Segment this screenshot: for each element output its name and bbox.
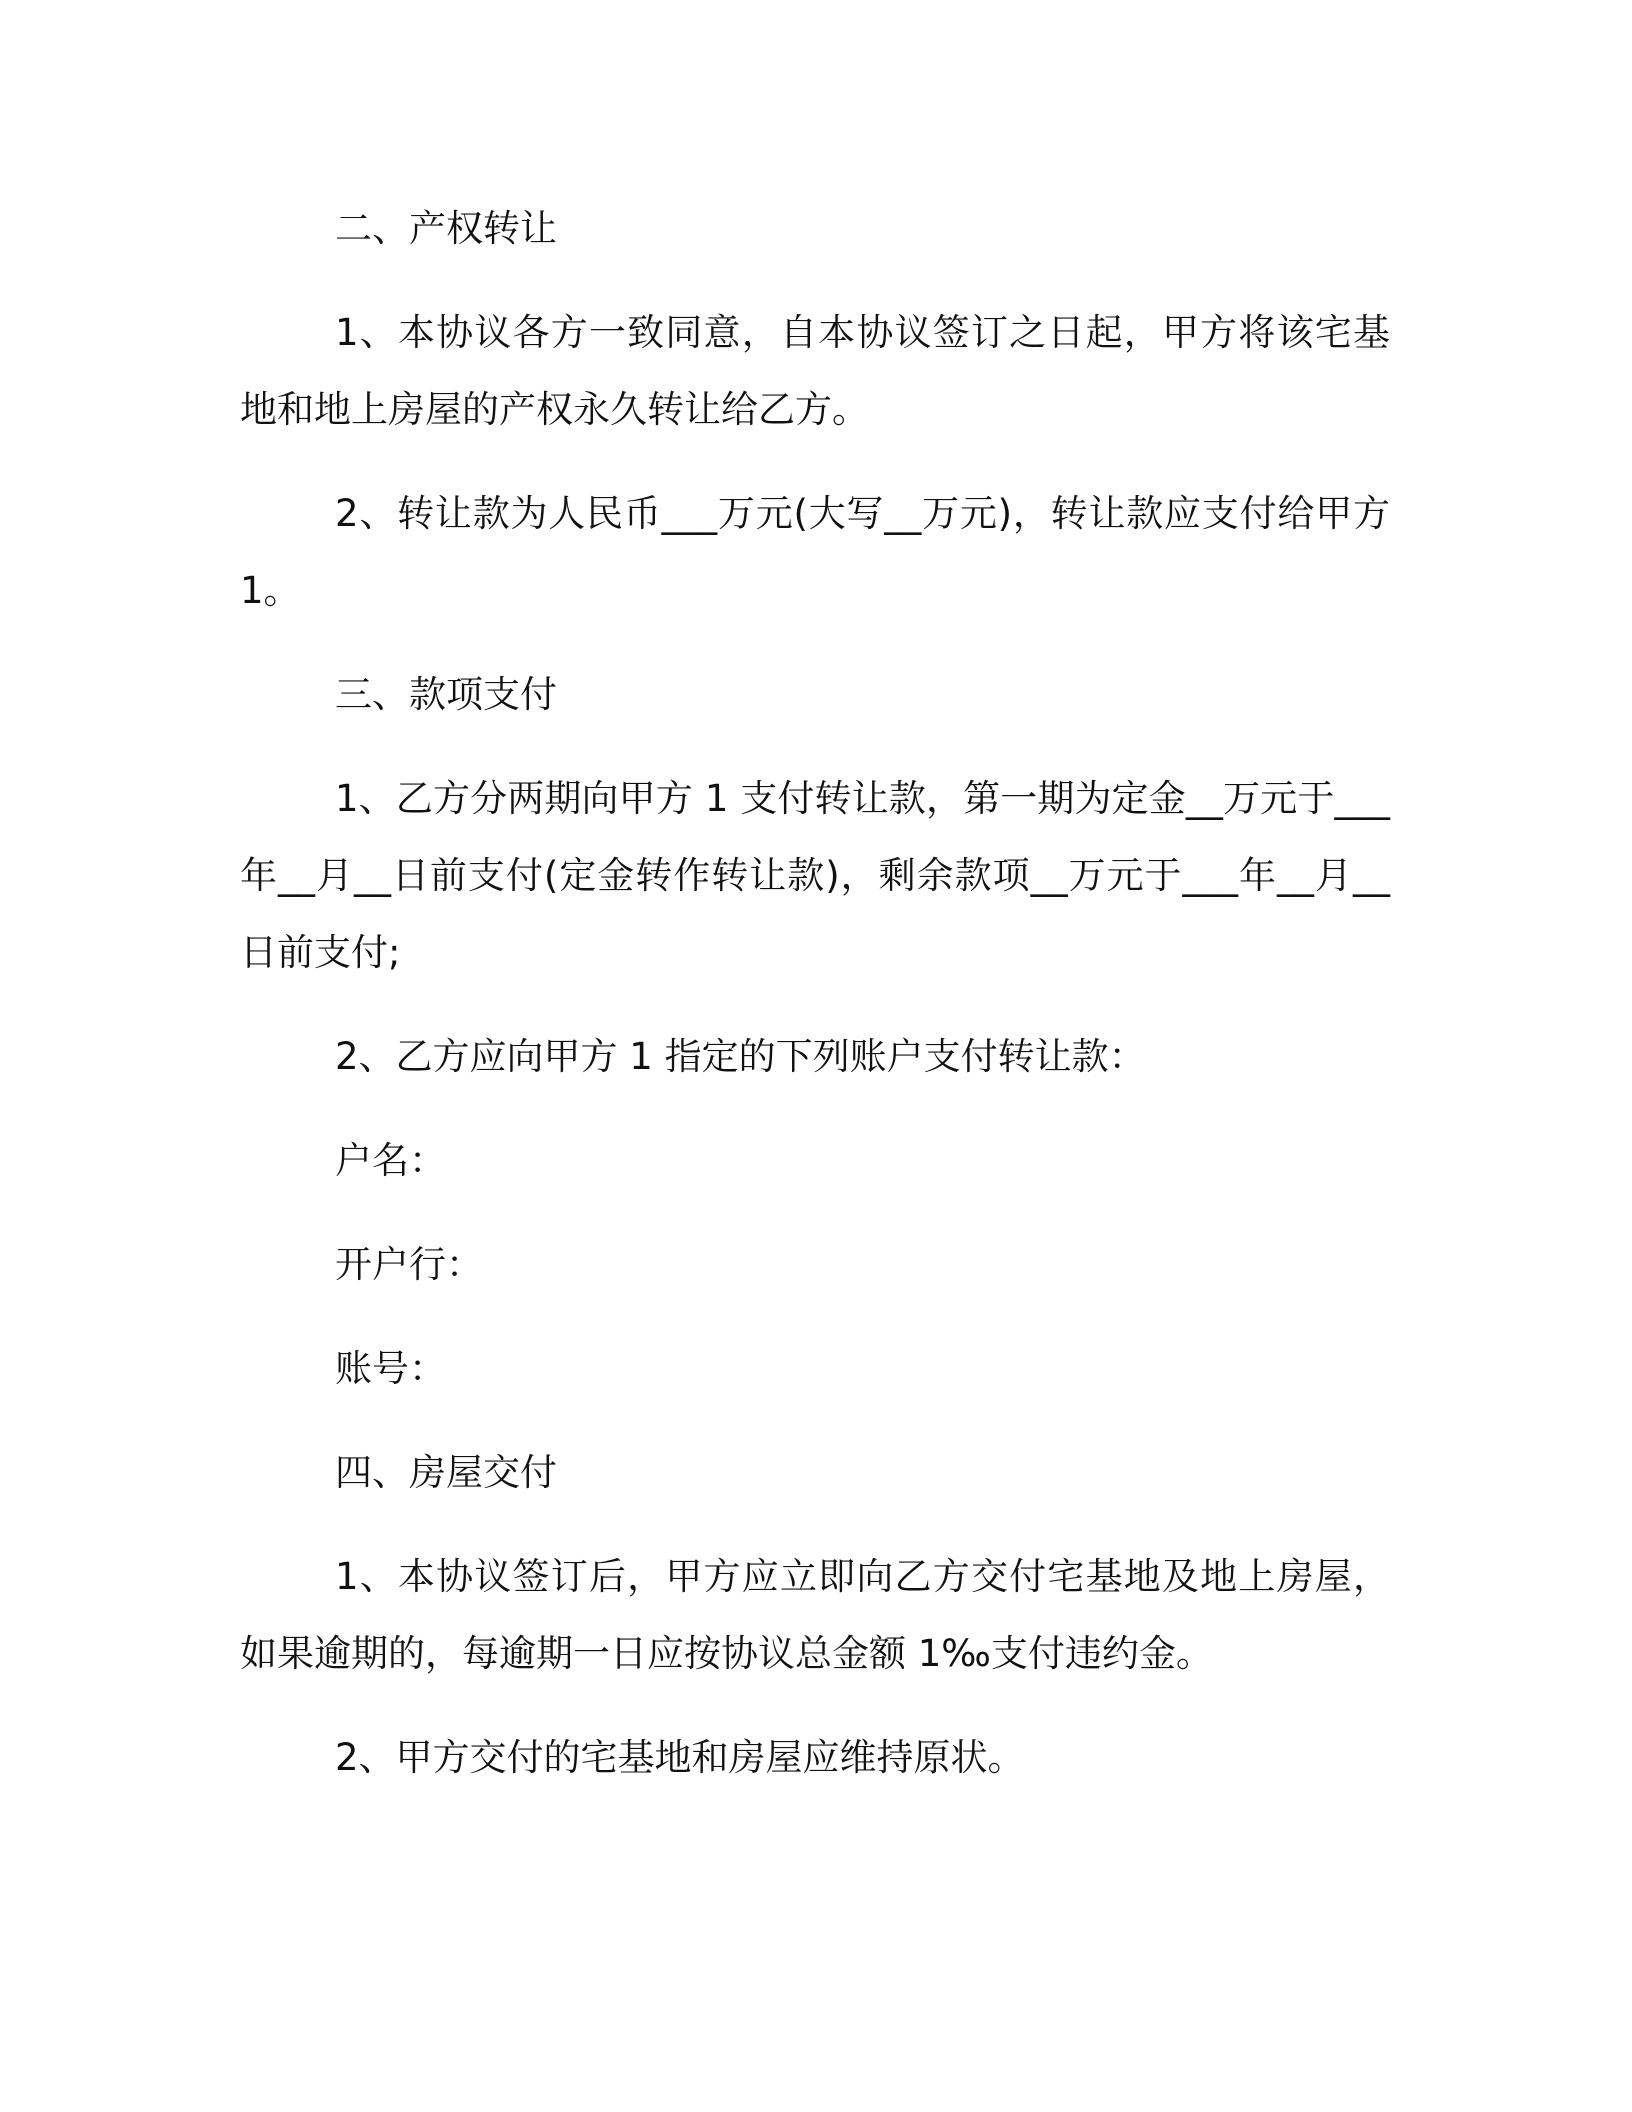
section-heading-property-transfer: 二、产权转让 <box>335 207 557 250</box>
account-name-field: 户名： <box>335 1139 446 1182</box>
clause-transfer-1: 1、本协议各方一致同意，自本协议签订之日起，甲方将该宅基地和地上房屋的产权永久转让给乙方。 <box>240 311 1390 431</box>
document-page <box>240 190 1390 1823</box>
bank-field: 开户行： <box>335 1243 483 1286</box>
section-heading-delivery: 四、房屋交付 <box>335 1451 557 1494</box>
clause-payment-2: 2、乙方应向甲方 1 指定的下列账户支付转让款： <box>335 1035 1146 1078</box>
section-heading-payment: 三、款项支付 <box>335 673 557 716</box>
account-number-field: 账号： <box>335 1347 446 1390</box>
clause-delivery-2: 2、甲方交付的宅基地和房屋应维持原状。 <box>335 1736 1025 1779</box>
clause-transfer-2: 2、转让款为人民币___万元(大写__万元)，转让款应支付给甲方1。 <box>240 492 1390 612</box>
clause-delivery-1: 1、本协议签订后，甲方应立即向乙方交付宅基地及地上房屋，如果逾期的，每逾期一日应按协议总金额 1‰支付违约金。 <box>240 1555 1390 1675</box>
clause-payment-1: 1、乙方分两期向甲方 1 支付转让款，第一期为定金__万元于___年__月__日前支付(定金转作转让款)，剩余款项__万元于___年__月__日前支付; <box>240 777 1390 974</box>
